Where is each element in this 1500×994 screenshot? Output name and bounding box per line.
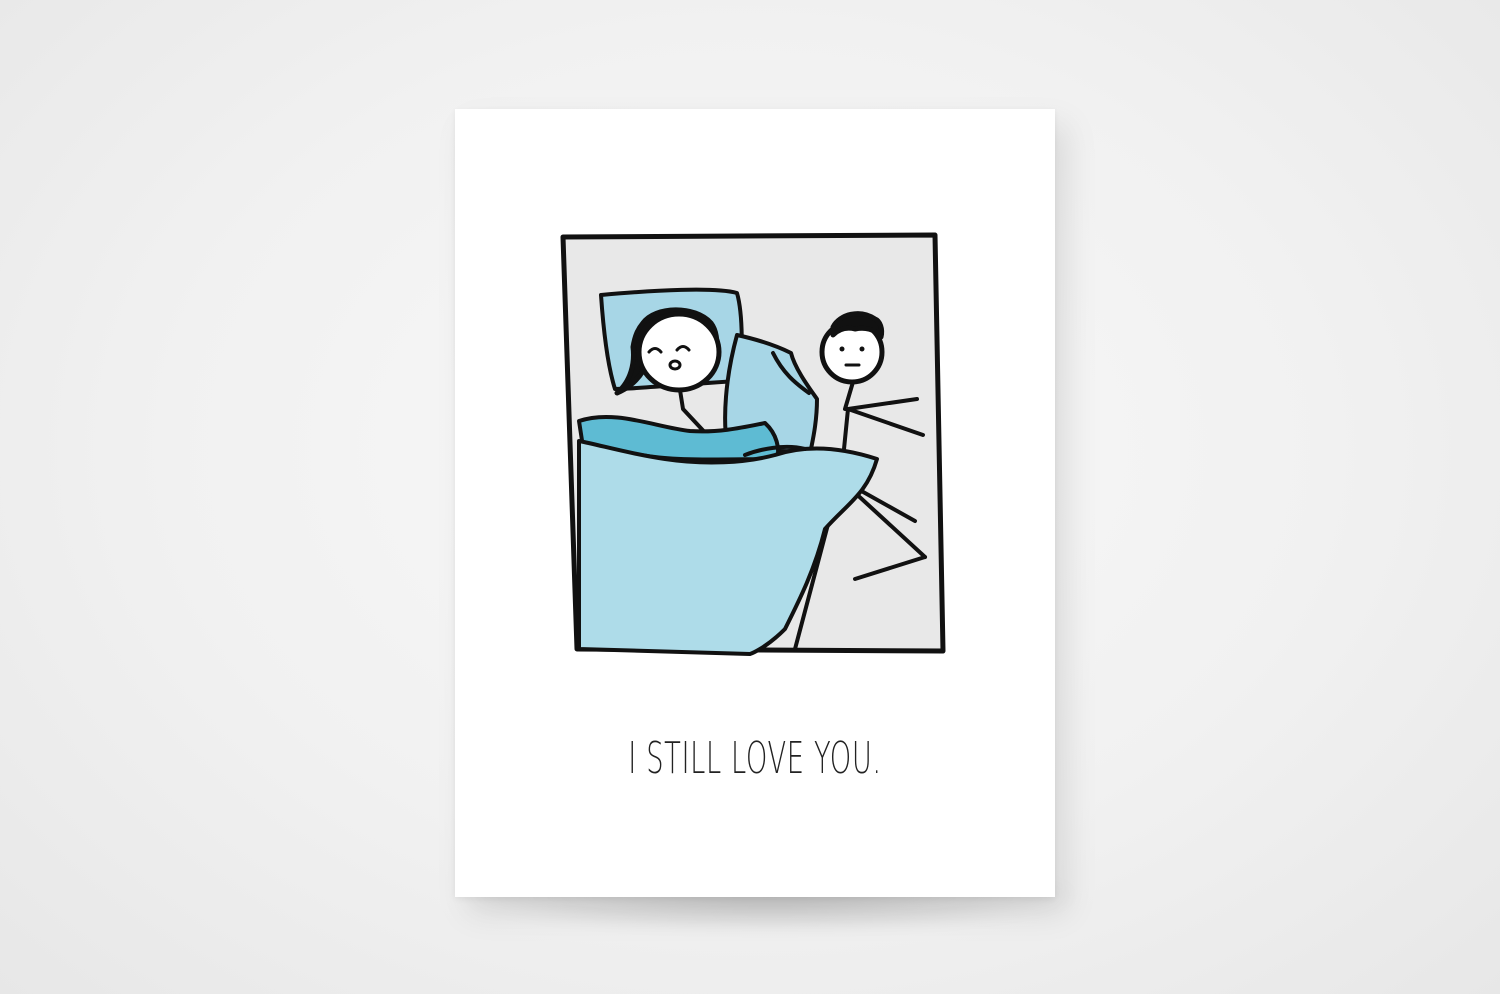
greeting-card [455, 109, 1055, 897]
card-caption: I STILL LOVE YOU. [628, 733, 882, 784]
